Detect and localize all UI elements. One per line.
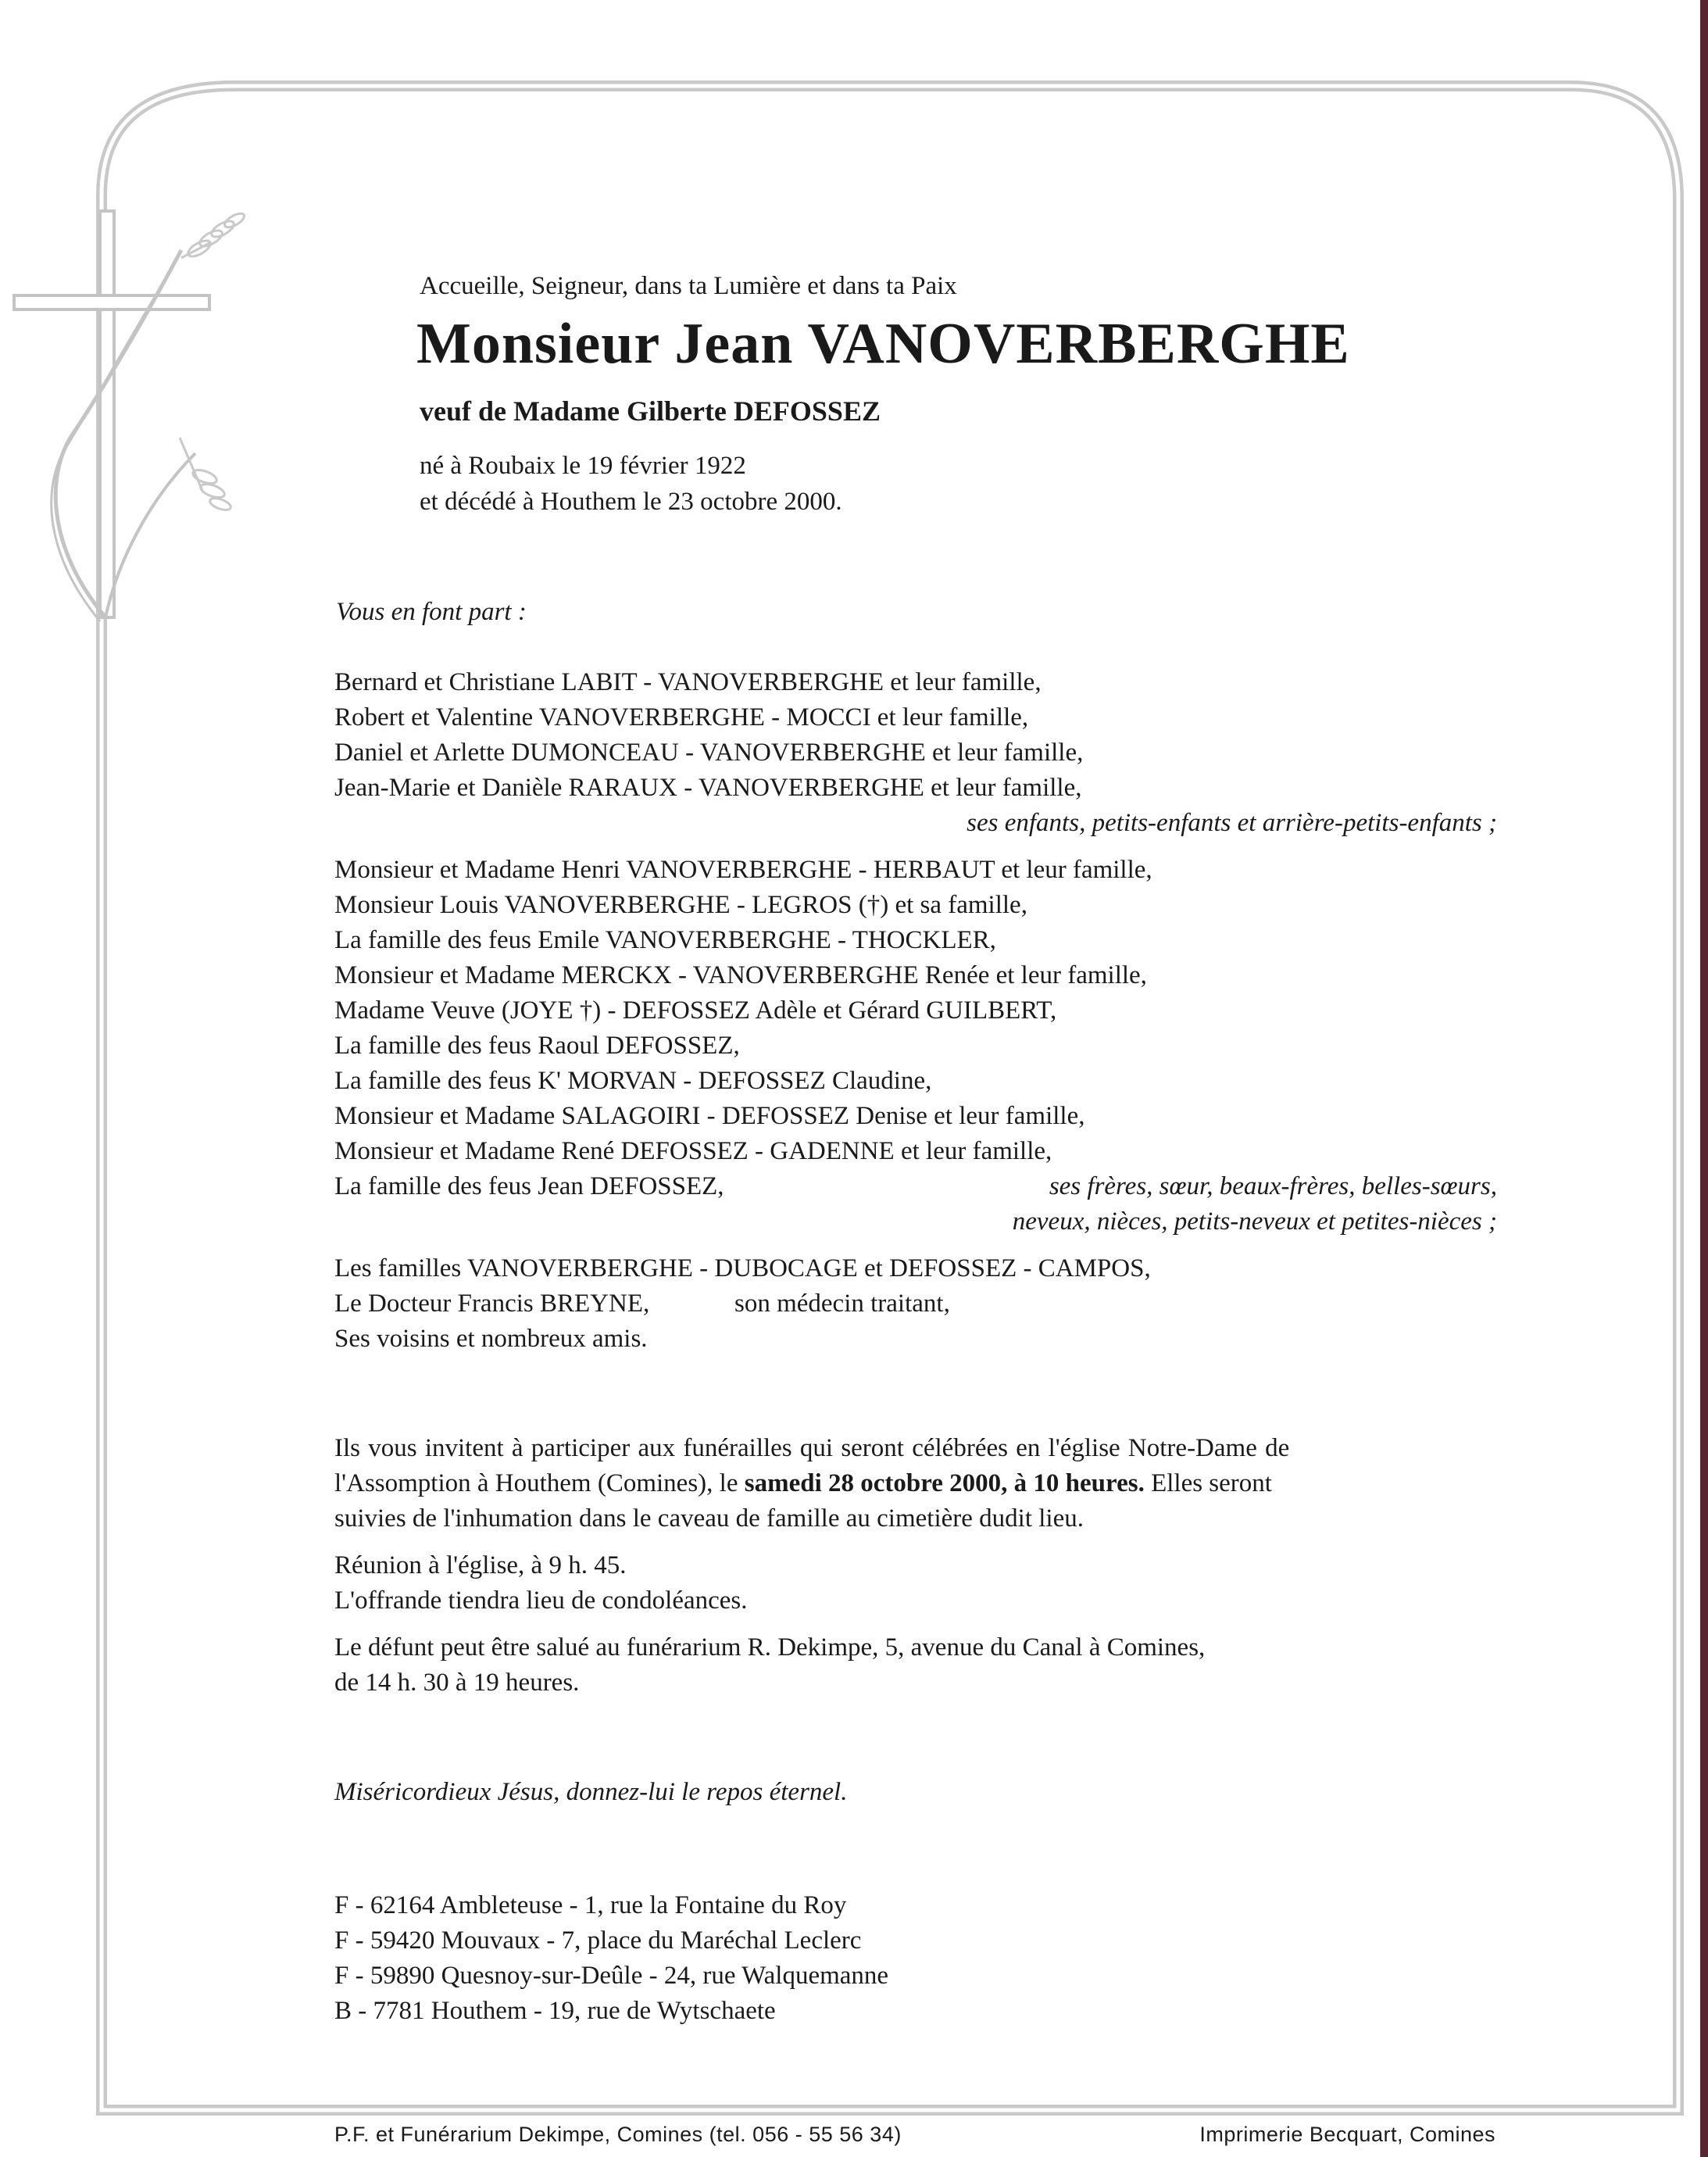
death-line: et décédé à Houthem le 23 octobre 2000.: [420, 488, 842, 516]
invitation-text: Elles seront: [1144, 1469, 1272, 1497]
family-line: Le Docteur Francis BREYNE,: [334, 1290, 650, 1318]
address-line: B - 7781 Houthem - 19, rue de Wytschaete: [334, 1997, 776, 2025]
invitation-line: [334, 1469, 1272, 1498]
family-line: La famille des feus Raoul DEFOSSEZ,: [334, 1032, 740, 1060]
closing-prayer: Miséricordieux Jésus, donnez-lui le repos éternel.: [334, 1778, 848, 1806]
visit-line: de 14 h. 30 à 19 heures.: [334, 1669, 580, 1697]
address-line: F - 62164 Ambleteuse - 1, rue la Fontaine du Roy: [334, 1891, 847, 1919]
family-line: Bernard et Christiane LABIT - VANOVERBERGHE et leur famille,: [334, 668, 1042, 696]
family-line: Monsieur Louis VANOVERBERGHE - LEGROS (†) et sa famille,: [334, 891, 1027, 919]
relation-siblings: neveux, nièces, petits-neveux et petites-nièces ;: [1012, 1207, 1497, 1236]
family-line: Ses voisins et nombreux amis.: [334, 1325, 648, 1353]
widower-line: veuf de Madame Gilberte DEFOSSEZ: [420, 395, 881, 427]
meeting-line: Réunion à l'église, à 9 h. 45.: [334, 1551, 627, 1579]
funeral-home-credit: P.F. et Funérarium Dekimpe, Comines (tel. 056 - 55 56 34): [334, 2123, 902, 2146]
announce-line: Vous en font part :: [336, 598, 527, 626]
address-line: F - 59890 Quesnoy-sur-Deûle - 24, rue Walquemanne: [334, 1962, 889, 1990]
opening-prayer: Accueille, Seigneur, dans ta Lumière et dans ta Paix: [420, 272, 957, 300]
visit-line: Le défunt peut être salué au funérarium R. Dekimpe, 5, avenue du Canal à Comines,: [334, 1633, 1206, 1662]
family-line: Madame Veuve (JOYE †) - DEFOSSEZ Adèle et Gérard GUILBERT,: [334, 996, 1057, 1025]
family-line: Les familles VANOVERBERGHE - DUBOCAGE et DEFOSSEZ - CAMPOS,: [334, 1254, 1151, 1282]
family-line: Robert et Valentine VANOVERBERGHE - MOCCI et leur famille,: [334, 703, 1029, 732]
cross-icon: [14, 211, 209, 621]
doctor-role: son médecin traitant,: [734, 1290, 950, 1318]
family-line: Monsieur et Madame Henri VANOVERBERGHE - HERBAUT et leur famille,: [334, 856, 1152, 884]
family-line: Jean-Marie et Danièle RARAUX - VANOVERBERGHE et leur famille,: [334, 774, 1082, 802]
deceased-name: Monsieur Jean VANOVERBERGHE: [416, 312, 1350, 376]
family-line: La famille des feus K' MORVAN - DEFOSSEZ Claudine,: [334, 1067, 932, 1095]
printer-credit: Imprimerie Becquart, Comines: [1199, 2123, 1495, 2146]
family-line: Daniel et Arlette DUMONCEAU - VANOVERBERGHE et leur famille,: [334, 739, 1084, 767]
relation-children: ses enfants, petits-enfants et arrière-petits-enfants ;: [967, 809, 1497, 837]
family-line: Monsieur et Madame René DEFOSSEZ - GADENNE et leur famille,: [334, 1137, 1052, 1165]
relation-siblings: ses frères, sœur, beaux-frères, belles-sœurs,: [1049, 1172, 1497, 1200]
birth-line: né à Roubaix le 19 février 1922: [420, 452, 746, 480]
family-line: La famille des feus Jean DEFOSSEZ,: [334, 1172, 724, 1200]
invitation-line: suivies de l'inhumation dans le caveau de famille au cimetière dudit lieu.: [334, 1504, 1084, 1533]
family-line: Monsieur et Madame SALAGOIRI - DEFOSSEZ Denise et leur famille,: [334, 1102, 1085, 1130]
family-line: Monsieur et Madame MERCKX - VANOVERBERGHE Renée et leur famille,: [334, 961, 1147, 989]
invitation-line: Ils vous invitent à participer aux funérailles qui seront célébrées en l'église Notre-Dame de: [334, 1434, 1290, 1462]
address-line: F - 59420 Mouvaux - 7, place du Maréchal Leclerc: [334, 1926, 862, 1955]
invitation-text: l'Assomption à Houthem (Comines), le: [334, 1469, 745, 1497]
wheat-icon: [180, 211, 246, 513]
offering-line: L'offrande tiendra lieu de condoléances.: [334, 1586, 748, 1615]
family-line: La famille des feus Emile VANOVERBERGHE - THOCKLER,: [334, 926, 996, 954]
funeral-date: samedi 28 octobre 2000, à 10 heures.: [744, 1469, 1145, 1497]
